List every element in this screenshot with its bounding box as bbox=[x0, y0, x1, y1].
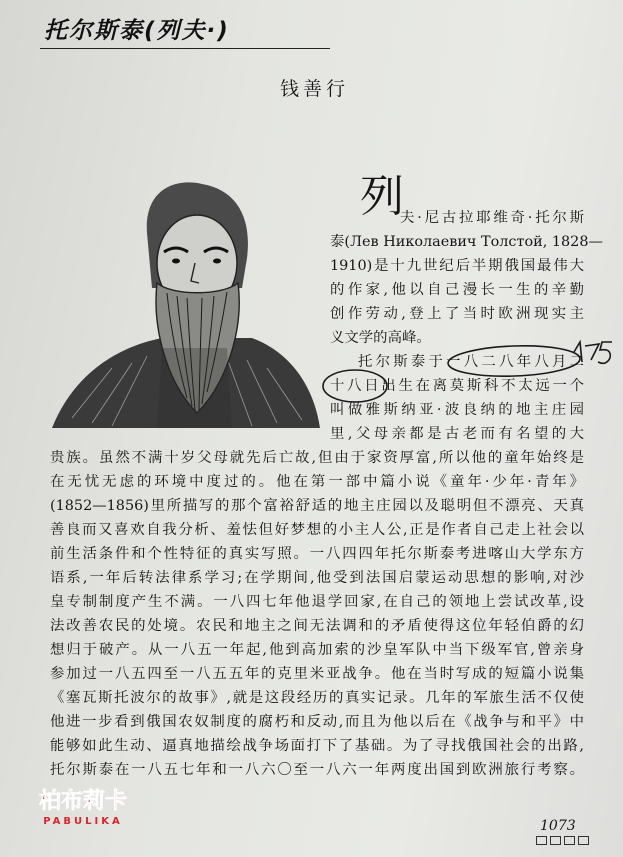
marker-box bbox=[536, 836, 547, 845]
drop-cap: 列 bbox=[360, 171, 404, 222]
header-rule bbox=[40, 48, 330, 49]
body-line: 在无忧无虑的环境中度过的。他在第一部中篇小说《童年·少年·青年》 bbox=[50, 474, 584, 490]
body-line-narrow: 的作家,他以自己漫长一生的辛勤 bbox=[330, 282, 584, 298]
tolstoy-portrait bbox=[52, 178, 320, 428]
running-header bbox=[40, 8, 330, 48]
svg-text:PABULIKA: PABULIKA bbox=[43, 816, 123, 827]
body-line: 他进一步看到俄国农奴制度的腐朽和反动,而且为他以后在《战争与和平》中 bbox=[50, 714, 584, 730]
pabulika-logo bbox=[22, 784, 144, 828]
marker-box bbox=[578, 836, 589, 845]
body-line: 贵族。虽然不满十岁父母就先后亡故,但由于家资厚富,所以他的童年始终是 bbox=[50, 450, 584, 466]
body-line: 语系,一年后转法律系学习;在学期间,他受到法国启蒙运动思想的影响,对沙 bbox=[50, 570, 584, 586]
body-line-narrow: 义文学的高峰。 bbox=[330, 330, 431, 346]
body-line-narrow: 里,父母亲都是古老而有名望的大 bbox=[330, 426, 584, 442]
svg-text:柏布莉卡: 柏布莉卡 bbox=[38, 789, 128, 814]
author-name: 钱善行 bbox=[280, 78, 350, 100]
body-line-narrow: 泰(Лев Николаевич Толстой, 1828— bbox=[330, 234, 603, 250]
body-line: 皇专制制度产生不满。一八四七年他退学回家,在自己的领地上尝试改革,设 bbox=[50, 594, 584, 610]
body-line-narrow: 托尔斯泰于一八二八年八月二 bbox=[358, 354, 584, 370]
marker-box bbox=[564, 836, 575, 845]
body-line-narrow: 创作劳动,登上了当时欧洲现实主 bbox=[330, 306, 584, 322]
body-line: 能够如此生动、逼真地描绘战争场面打下了基础。为了寻找俄国社会的出路, bbox=[50, 738, 584, 754]
body-line-narrow: 十八日出生在离莫斯科不太远一个 bbox=[330, 378, 584, 394]
running-header-title: 托尔斯泰(列夫·) bbox=[44, 18, 230, 44]
page-marker-boxes bbox=[536, 836, 589, 845]
body-line-narrow: 夫·尼古拉耶维奇·托尔斯 bbox=[400, 210, 584, 226]
body-line: (1852—1856)里所描写的那个富裕舒适的地主庄园以及聪明但不漂亮、天真 bbox=[50, 498, 584, 514]
page-number: 1073 bbox=[540, 818, 576, 834]
body-line: 参加过一八五四至一八五五年的克里米亚战争。他在当时写成的短篇小说集 bbox=[50, 666, 584, 682]
body-line: 想归于破产。从一八五一年起,他到高加索的沙皇军队中当下级军官,曾亲身 bbox=[50, 642, 584, 658]
body-line-narrow: 叫做雅斯纳亚·波良纳的地主庄园 bbox=[330, 402, 584, 418]
body-line: 前生活条件和个性特征的真实写照。一八四四年托尔斯泰考进喀山大学东方 bbox=[50, 546, 584, 562]
body-line: 托尔斯泰在一八五七年和一八六〇至一八六一年两度出国到欧洲旅行考察。 bbox=[50, 762, 584, 778]
body-line: 法改善农民的处境。农民和地主之间无法调和的矛盾使得这位年轻伯爵的幻 bbox=[50, 618, 584, 634]
body-line: 《塞瓦斯托波尔的故事》,就是这段经历的真实记录。几年的军旅生活不仅使 bbox=[50, 690, 584, 706]
body-line: 善良而又喜欢自我分析、羞怯但好梦想的小主人公,正是作者自己走上社会以 bbox=[50, 522, 584, 538]
marker-box bbox=[550, 836, 561, 845]
body-line-narrow: 1910)是十九世纪后半期俄国最伟大 bbox=[330, 258, 584, 274]
